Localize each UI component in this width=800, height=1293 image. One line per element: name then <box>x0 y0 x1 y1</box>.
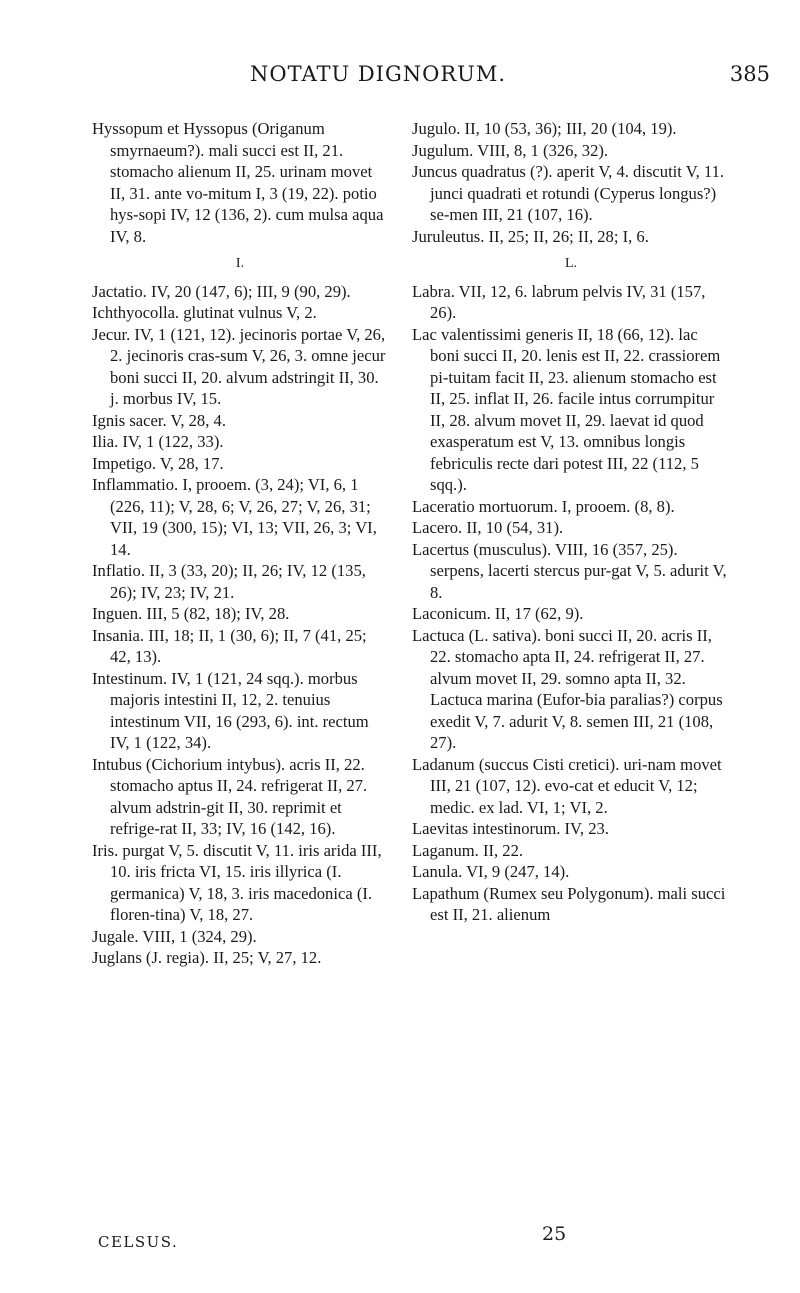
index-entry: Iris. purgat V, 5. discutit V, 11. iris arida III, 10. iris fricta VI, 15. iris illyrica (I. germanica) V, 18, 3. iris macedonica (I. floren-tina) V, 18, 27. <box>92 840 382 924</box>
index-entry: Lacero. II, 10 (54, 31). <box>412 518 564 537</box>
index-entry: Ichthyocolla. glutinat vulnus V, 2. <box>92 303 317 322</box>
index-entry: Laganum. II, 22. <box>412 840 524 860</box>
index-entry: Laconicum. II, 17 (62, 9). <box>412 604 584 623</box>
right-column <box>412 118 730 926</box>
index-entry: Intestinum. IV, 1 (121, 24 sqq.). morbus majoris intestini II, 12, 2. tenuius intestinum VII, 16 (293, 6). int. rectum IV, 1 (122, 34). <box>92 668 369 752</box>
index-entry: Jugulum. VIII, 8, 1 (326, 32). <box>412 140 609 160</box>
index-entry: Juruleutus. II, 25; II, 26; II, 28; I, 6. <box>412 226 649 246</box>
index-entry: Lanula. VI, 9 (247, 14). <box>412 862 570 881</box>
index-entry: Inflatio. II, 3 (33, 20); II, 26; IV, 12 (135, 26); IV, 23; IV, 21. <box>92 561 366 602</box>
index-entry: Inflammatio. I, prooem. (3, 24); VI, 6, 1 (226, 11); V, 28, 6; V, 26, 27; V, 26, 31; VII, 19 (300, 15); VI, 13; VII, 26, 3; VI, 14. <box>92 475 377 559</box>
signature-mark: CELSUS. <box>98 1233 179 1251</box>
section-letter: L. <box>564 256 578 271</box>
index-entry: Ladanum (succus Cisti cretici). uri-nam movet III, 21 (107, 12). evo-cat et educit V, 12; medic. ex lad. VI, 1; VI, 2. <box>412 754 722 817</box>
index-entry: Impetigo. V, 28, 17. <box>92 453 224 473</box>
index-entry: Jugale. VIII, 1 (324, 29). <box>92 926 257 946</box>
index-entry: Inguen. III, 5 (82, 18); IV, 28. <box>92 604 290 623</box>
section-letter: I. <box>235 256 245 271</box>
index-entry: Lapathum (Rumex seu Polygonum). mali succi est II, 21. alienum <box>412 883 726 924</box>
index-entry: Intubus (Cichorium intybus). acris II, 22. stomacho aptus II, 24. refrigerat II, 27. alvum adstrin-git II, 30. reprimit et refrige-rat II, 33; IV, 16 (142, 16). <box>92 754 368 838</box>
running-title: NOTATU DIGNORUM. <box>250 62 507 86</box>
left-column <box>92 118 388 969</box>
index-entry: Jugulo. II, 10 (53, 36); III, 20 (104, 19). <box>412 119 677 138</box>
index-entry: Laevitas intestinorum. IV, 23. <box>412 819 609 838</box>
index-entry: Hyssopum et Hyssopus (Origanum smyrnaeum?). mali succi est II, 21. stomacho alienum II, 25. urinam movet II, 31. ante vo-mitum I, 3 (19, 22). potio hys-sopi IV, 12 (136, 2). cum mulsa aqua IV, 8. <box>92 119 384 246</box>
page-number: 385 <box>729 62 770 86</box>
index-entry: Juncus quadratus (?). aperit V, 4. discutit V, 11. junci quadrati et rotundi (Cyperus longus?) se-men III, 21 (107, 16). <box>412 162 725 224</box>
index-entry: Lactuca (L. sativa). boni succi II, 20. acris II, 22. stomacho apta II, 24. refrigerat II, 27. alvum movet II, 29. somno apta II, 32. Lactuca marina (Eufor-bia paralias?) corpus exedit V, 7. adurit V, 8. semen III, 21 (108, 27). <box>412 625 723 752</box>
index-entry: Labra. VII, 12, 6. labrum pelvis IV, 31 (157, 26). <box>412 281 706 322</box>
index-entry: Insania. III, 18; II, 1 (30, 6); II, 7 (41, 25; 42, 13). <box>92 625 367 666</box>
index-entry: Jecur. IV, 1 (121, 12). jecinoris portae V, 26, 2. jecinoris cras-sum V, 26, 3. omne jecur boni succi II, 20. alvum adstringit II, 30. j. morbus IV, 15. <box>92 324 386 408</box>
sheet-number: 25 <box>542 1223 567 1245</box>
index-entry: Ilia. IV, 1 (122, 33). <box>92 432 224 451</box>
running-head <box>150 62 770 90</box>
index-entry: Lacertus (musculus). VIII, 16 (357, 25). serpens, lacerti stercus pur-gat V, 5. adurit V, 8. <box>412 539 727 602</box>
index-entry: Juglans (J. regia). II, 25; V, 27, 12. <box>92 948 322 967</box>
index-entry: Jactatio. IV, 20 (147, 6); III, 9 (90, 29). <box>92 281 351 301</box>
index-entry: Laceratio mortuorum. I, prooem. (8, 8). <box>412 496 675 516</box>
index-entry: Lac valentissimi generis II, 18 (66, 12). lac boni succi II, 20. lenis est II, 22. crassiorem pi-tuitam facit II, 23. alienum stomacho est II, 25. inflat II, 26. facile intus corrumpitur II, 28. alvum movet II, 29. laevat id quod exasperatum est V, 13. omnibus longis febriculis recte dari potest III, 22 (112, 5 sqq.). <box>412 324 721 494</box>
index-entry: Ignis sacer. V, 28, 4. <box>92 410 226 430</box>
